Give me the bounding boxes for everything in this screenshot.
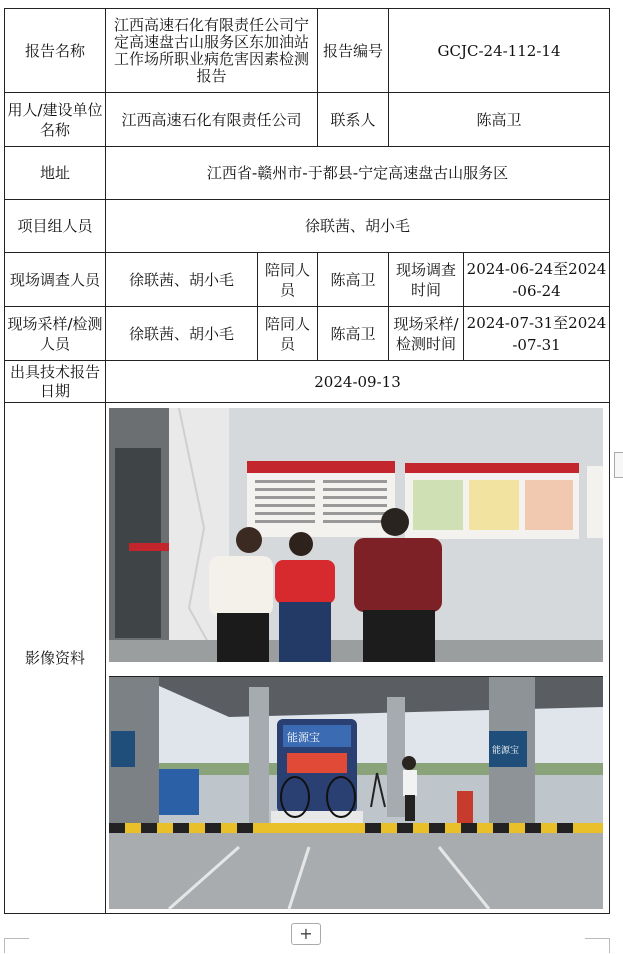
report-number-value: GCJC-24-112-14: [389, 9, 610, 93]
unit-name-value: 江西高速石化有限责任公司: [106, 93, 318, 147]
page-corner-bottom-left: [4, 938, 29, 953]
images-cell: [106, 403, 610, 914]
add-page-button[interactable]: +: [291, 923, 321, 945]
sampling-staff-value: 徐联茜、胡小毛: [106, 307, 258, 361]
report-number-label: 报告编号: [318, 9, 389, 93]
sampling-time-value: 2024-07-31至2024-07-31: [464, 307, 610, 361]
photo-sampling-image: [109, 677, 603, 909]
photo-site-survey: [109, 408, 603, 662]
side-panel-tab[interactable]: [614, 452, 623, 478]
team-label: 项目组人员: [5, 200, 106, 253]
team-value: 徐联茜、胡小毛: [106, 200, 610, 253]
survey-time-value: 2024-06-24至2024-06-24: [464, 253, 610, 307]
unit-name-label: 用人/建设单位名称: [5, 93, 106, 147]
address-value: 江西省-赣州市-于都县-宁定高速盘古山服务区: [106, 147, 610, 200]
sampling-accompany-value: 陈高卫: [318, 307, 389, 361]
report-name-value: 江西高速石化有限责任公司宁定高速盘古山服务区东加油站工作场所职业病危害因素检测报告: [106, 9, 318, 93]
photo-sampling: [109, 676, 603, 909]
page-corner-bottom-right: [585, 938, 610, 953]
contact-label: 联系人: [318, 93, 389, 147]
report-table: [4, 8, 610, 914]
pillar-sign-text: 能源宝: [492, 745, 520, 756]
contact-value: 陈高卫: [389, 93, 610, 147]
survey-staff-label: 现场调查人员: [5, 253, 106, 307]
sampling-staff-label: 现场采样/检测人员: [5, 307, 106, 361]
survey-time-label: 现场调查时间: [389, 253, 464, 307]
photo-site-survey-image: [109, 408, 603, 662]
survey-staff-value: 徐联茜、胡小毛: [106, 253, 258, 307]
images-label: 影像资料: [5, 403, 106, 914]
sampling-accompany-label: 陪同人员: [258, 307, 318, 361]
survey-accompany-value: 陈高卫: [318, 253, 389, 307]
sampling-time-label: 现场采样/检测时间: [389, 307, 464, 361]
issue-date-value: 2024-09-13: [106, 361, 610, 403]
survey-accompany-label: 陪同人员: [258, 253, 318, 307]
pump-sign-text: 能源宝: [287, 730, 320, 744]
report-name-label: 报告名称: [5, 9, 106, 93]
address-label: 地址: [5, 147, 106, 200]
issue-date-label: 出具技术报告日期: [5, 361, 106, 403]
